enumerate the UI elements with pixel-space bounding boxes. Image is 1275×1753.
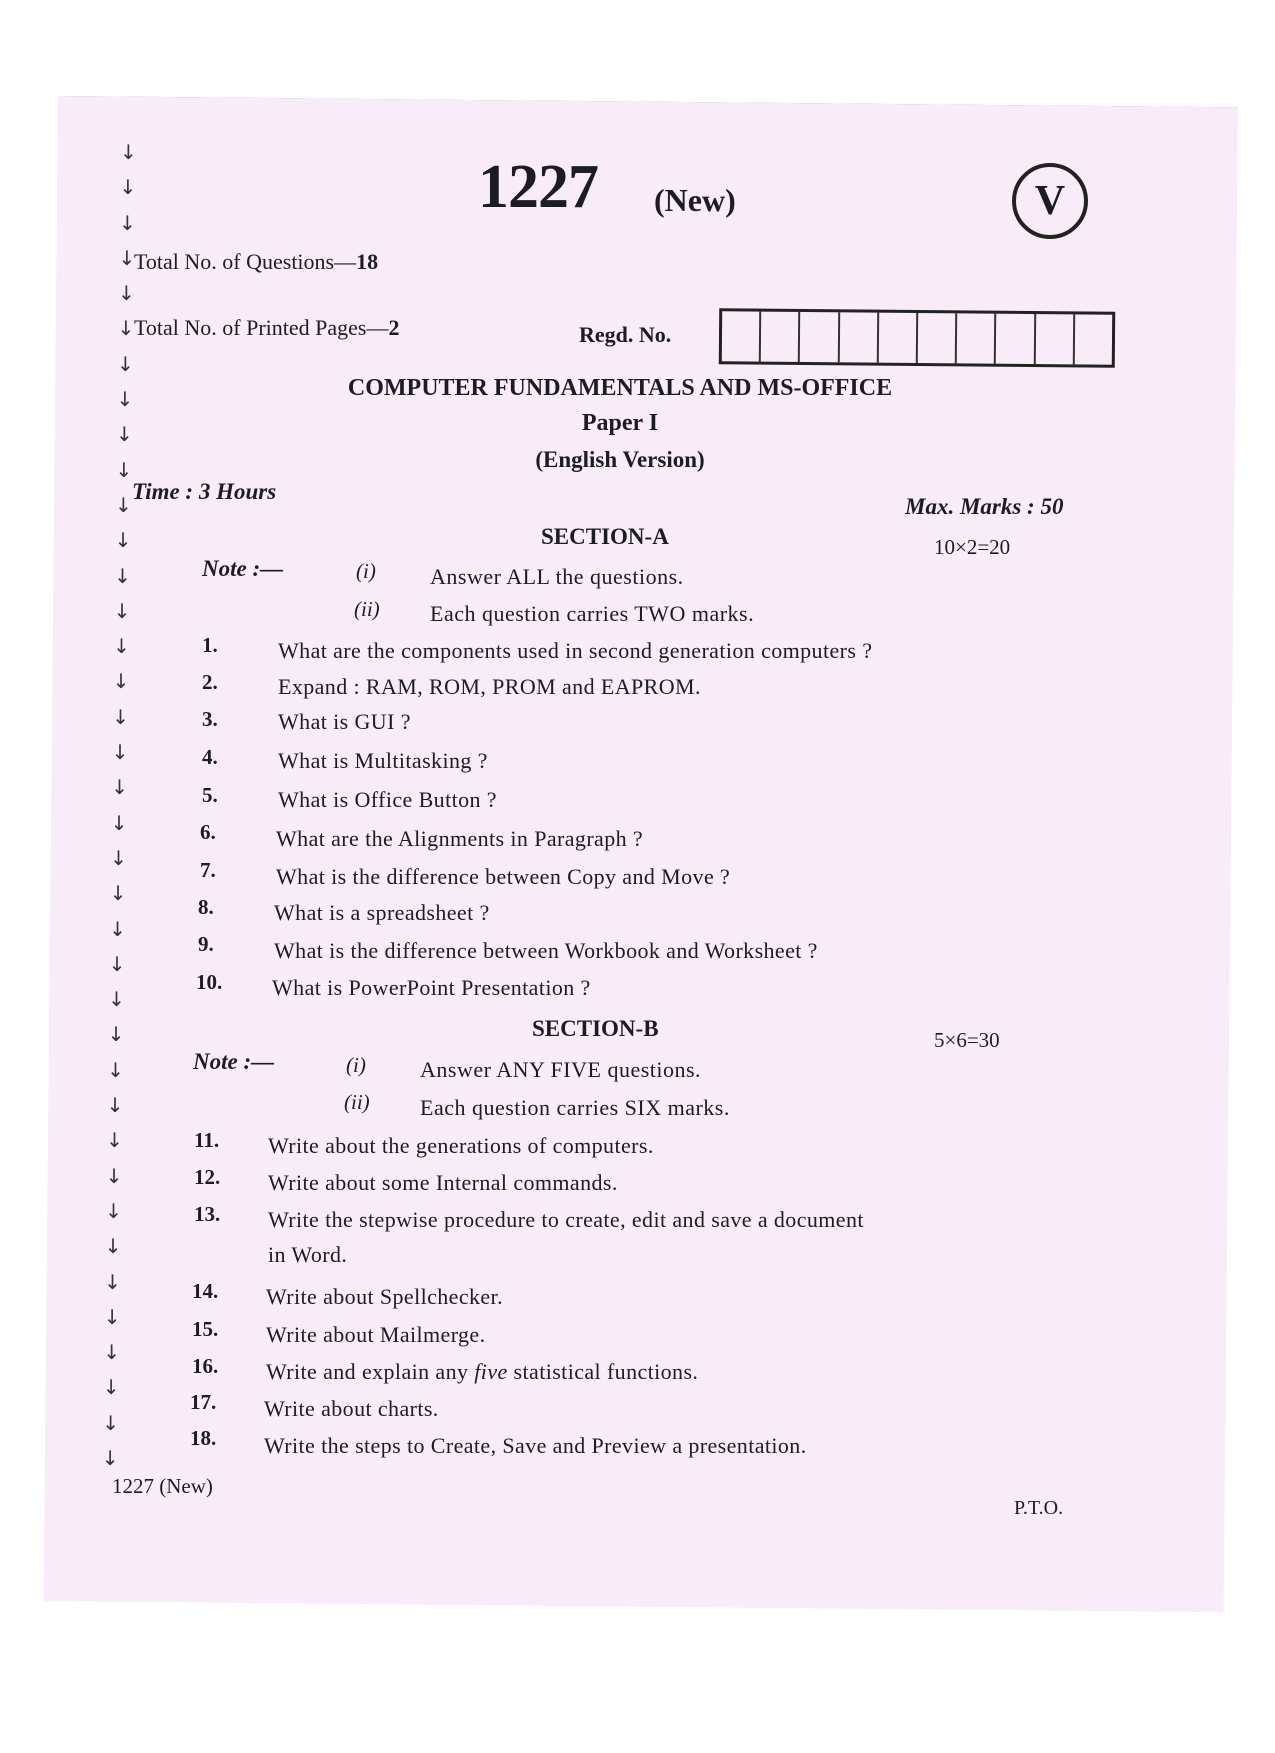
section-a-marks: 10×2=20 <box>934 535 1011 559</box>
question-text: What is Office Button ? <box>278 787 497 812</box>
question-number: 3. <box>202 707 218 731</box>
down-arrow-icon: ↓ <box>101 1446 119 1470</box>
question-number: 11. <box>194 1128 220 1152</box>
question-text: What are the components used in second generation computers ? <box>278 638 873 663</box>
down-arrow-icon: ↓ <box>105 1198 122 1223</box>
question-number: 5. <box>202 783 218 807</box>
down-arrow-icon: ↓ <box>120 140 137 164</box>
down-arrow-icon: ↓ <box>116 422 133 447</box>
question-text-post: statistical functions. <box>507 1359 699 1384</box>
down-arrow-icon: ↓ <box>105 1163 123 1188</box>
section-b-note-label: Note :— <box>193 1049 275 1074</box>
question-text-emphasis: five <box>474 1359 508 1384</box>
down-arrow-icon: ↓ <box>102 1410 119 1435</box>
question-text: Write about some Internal commands. <box>268 1170 618 1195</box>
printed-pages-label: Total No. of Printed Pages— <box>134 315 389 340</box>
down-arrow-icon: ↓ <box>113 634 130 659</box>
down-arrow-icon: ↓ <box>117 351 134 376</box>
total-questions <box>134 249 378 275</box>
section-a-title: SECTION-A <box>541 524 669 549</box>
question-text-pre: Write and explain any <box>266 1359 475 1384</box>
down-arrow-icon: ↓ <box>114 563 131 588</box>
question-text: What is the difference between Workbook and Worksheet ? <box>274 938 818 963</box>
paper-code-suffix: (New) <box>654 182 736 218</box>
down-arrow-icon: ↓ <box>107 1022 125 1047</box>
question-text: What is GUI ? <box>278 709 411 734</box>
down-arrow-icon: ↓ <box>107 1057 124 1082</box>
regd-no-cell[interactable] <box>839 312 879 362</box>
regd-no-cell[interactable] <box>879 313 919 363</box>
question-text: Write about Mailmerge. <box>266 1322 486 1347</box>
down-arrow-icon: ↓ <box>119 210 136 235</box>
version-badge-icon <box>1012 163 1088 239</box>
section-b-note-text: Each question carries SIX marks. <box>420 1095 730 1120</box>
down-arrow-icon: ↓ <box>111 775 128 800</box>
question-number: 15. <box>192 1317 219 1341</box>
down-arrow-icon: ↓ <box>116 387 134 412</box>
question-number: 9. <box>198 932 214 956</box>
down-arrow-icon: ↓ <box>106 1128 123 1153</box>
question-number: 7. <box>200 858 216 882</box>
regd-no-cell[interactable] <box>1035 314 1075 364</box>
question-text: What is a spreadsheet ? <box>274 900 490 925</box>
section-b-marks: 5×6=30 <box>934 1028 1000 1052</box>
max-marks: Max. Marks : 50 <box>905 494 1064 519</box>
question-text: Write about charts. <box>264 1396 439 1421</box>
question-text-continued: in Word. <box>268 1242 348 1267</box>
version-badge-label: V <box>1034 178 1066 224</box>
question-number: 17. <box>190 1390 217 1414</box>
down-arrow-icon: ↓ <box>104 1234 122 1259</box>
question-text: What is PowerPoint Presentation ? <box>272 975 591 1000</box>
regd-no-cell[interactable] <box>996 314 1036 364</box>
total-questions-value: 18 <box>356 249 379 274</box>
down-arrow-icon: ↓ <box>115 457 133 482</box>
question-number: 13. <box>194 1202 221 1226</box>
down-arrow-icon: ↓ <box>103 1340 120 1365</box>
footer-paper-code: 1227 (New) <box>112 1474 213 1498</box>
down-arrow-icon: ↓ <box>112 704 129 729</box>
section-b-note-num: (ii) <box>344 1090 370 1114</box>
regd-no-cell[interactable] <box>918 313 958 363</box>
down-arrow-icon: ↓ <box>115 492 132 517</box>
total-questions-label: Total No. of Questions— <box>134 249 357 274</box>
question-text: Write the steps to Create, Save and Preview a presentation. <box>264 1433 807 1458</box>
regd-no-boxes[interactable] <box>719 308 1115 367</box>
regd-no-cell[interactable] <box>722 311 762 361</box>
regd-no-cell[interactable] <box>761 312 801 362</box>
down-arrow-icon: ↓ <box>106 1093 124 1118</box>
paper-code: 1227 <box>478 153 598 221</box>
question-text: Write about the generations of computers. <box>268 1133 654 1158</box>
down-arrow-icon: ↓ <box>110 810 128 835</box>
down-arrow-icon: ↓ <box>118 281 135 306</box>
section-b-note-text: Answer ANY FIVE questions. <box>420 1057 702 1082</box>
section-a-note-label: Note :— <box>202 556 284 581</box>
question-number: 16. <box>192 1354 219 1378</box>
question-text: Write about Spellchecker. <box>266 1284 503 1309</box>
question-text: What is Multitasking ? <box>278 748 488 773</box>
question-number: 8. <box>198 895 214 919</box>
question-number: 6. <box>200 820 216 844</box>
section-a-note-text: Answer ALL the questions. <box>430 564 684 589</box>
section-a-note-text: Each question carries TWO marks. <box>430 601 755 626</box>
down-arrow-icon: ↓ <box>118 245 136 270</box>
down-arrow-icon: ↓ <box>112 669 130 694</box>
section-b-title: SECTION-B <box>532 1016 659 1041</box>
question-number: 1. <box>202 633 218 657</box>
down-arrow-icon: ↓ <box>119 175 137 200</box>
question-text: What are the Alignments in Paragraph ? <box>276 826 644 851</box>
down-arrow-icon: ↓ <box>114 528 132 553</box>
question-text: Write the stepwise procedure to create, edit and save a document <box>268 1207 864 1232</box>
down-arrow-icon: ↓ <box>104 1269 121 1294</box>
question-number: 2. <box>202 670 218 694</box>
down-arrow-icon: ↓ <box>102 1375 120 1400</box>
question-number: 18. <box>190 1426 217 1450</box>
language-version: (English Version) <box>535 447 705 472</box>
down-arrow-icon: ↓ <box>108 951 126 976</box>
down-arrow-icon: ↓ <box>117 316 135 341</box>
printed-pages-value: 2 <box>388 315 400 340</box>
regd-no-cell[interactable] <box>957 313 997 363</box>
down-arrow-icon: ↓ <box>109 881 127 906</box>
question-text <box>266 1359 698 1385</box>
down-arrow-icon: ↓ <box>111 740 129 765</box>
question-text: What is the difference between Copy and Move ? <box>276 864 731 889</box>
section-b-note-num: (i) <box>346 1053 366 1077</box>
regd-no-cell[interactable] <box>800 312 840 362</box>
subject-title: COMPUTER FUNDAMENTALS AND MS-OFFICE <box>347 375 893 401</box>
question-number: 4. <box>202 745 218 769</box>
question-number: 14. <box>192 1279 219 1303</box>
question-text: Expand : RAM, ROM, PROM and EAPROM. <box>278 674 701 699</box>
printed-pages <box>134 315 399 341</box>
regd-no-label: Regd. No. <box>579 322 672 347</box>
down-arrow-icon: ↓ <box>110 845 127 870</box>
section-a-note-num: (i) <box>356 559 376 583</box>
down-arrow-icon: ↓ <box>109 916 126 941</box>
regd-no-cell[interactable] <box>1075 314 1113 364</box>
paper-number: Paper I <box>581 410 659 436</box>
down-arrow-icon: ↓ <box>108 987 125 1012</box>
question-number: 10. <box>196 970 223 994</box>
please-turn-over: P.T.O. <box>1014 1497 1064 1519</box>
down-arrow-icon: ↓ <box>113 598 131 623</box>
question-number: 12. <box>194 1165 221 1189</box>
exam-time: Time : 3 Hours <box>132 479 277 504</box>
section-a-note-num: (ii) <box>354 597 380 621</box>
down-arrow-icon: ↓ <box>103 1304 121 1329</box>
